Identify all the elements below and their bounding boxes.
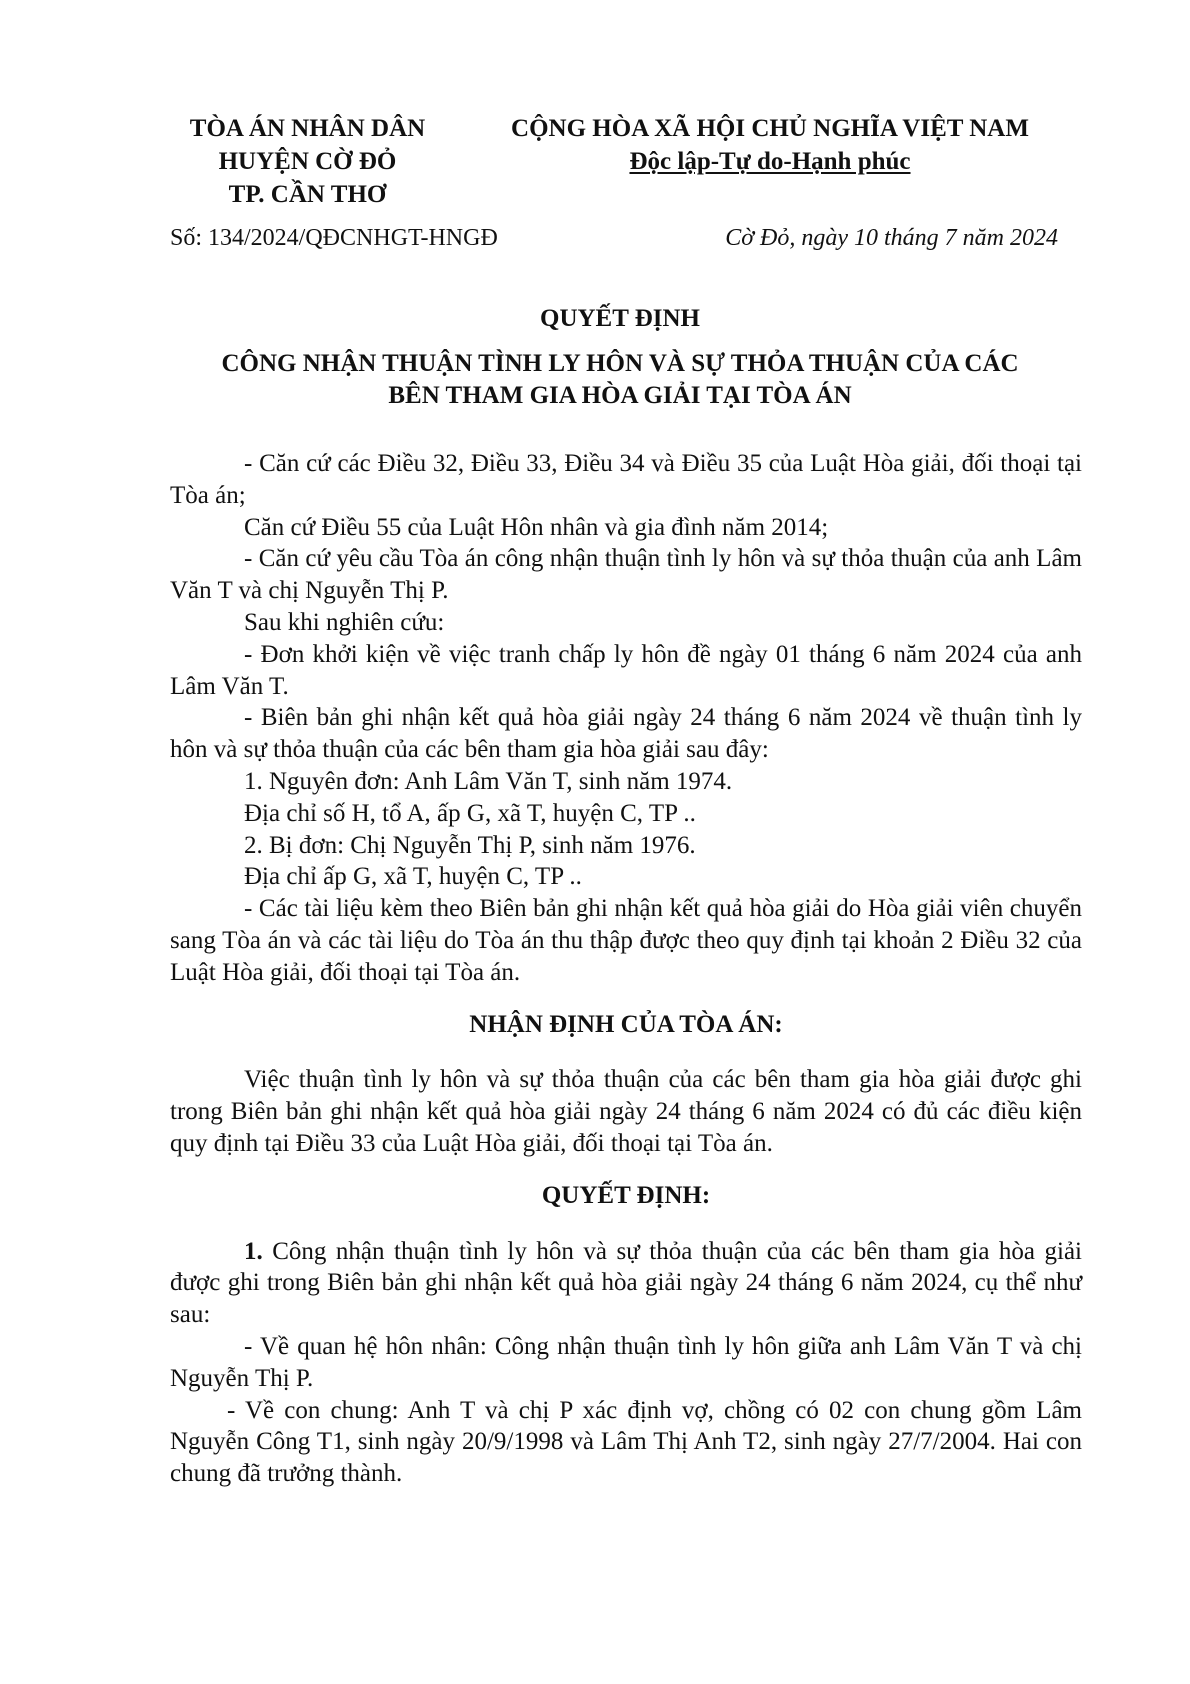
paragraph: Căn cứ Điều 55 của Luật Hôn nhân và gia đình năm 2014; bbox=[244, 513, 829, 541]
document-body bbox=[170, 448, 1082, 1490]
paragraph: 2. Bị đơn: Chị Nguyễn Thị P, sinh năm 1976. bbox=[244, 831, 696, 859]
title-main: QUYẾT ĐỊNH bbox=[540, 305, 700, 332]
paragraph: - Các tài liệu kèm theo Biên bản ghi nhận kết quả hòa giải do Hòa giải viên chuyển sang Tòa án và các tài liệu do Tòa án thu thập được theo quy định tại khoản 2 Điều 32 của Luật Hòa giải, đối thoại tại Tòa án. bbox=[170, 895, 1082, 986]
section-heading-decision: QUYẾT ĐỊNH: bbox=[541, 1181, 711, 1209]
title-sub-line-2: BÊN THAM GIA HÒA GIẢI TẠI TÒA ÁN bbox=[388, 382, 852, 409]
document-header bbox=[0, 112, 1190, 212]
paragraph: - Biên bản ghi nhận kết quả hòa giải ngày 24 tháng 6 năm 2024 về thuận tình ly hôn và sự thỏa thuận của các bên tham gia hòa giải sau đây: bbox=[170, 704, 1082, 764]
title-sub-line-1: CÔNG NHẬN THUẬN TÌNH LY HÔN VÀ SỰ THỎA THUẬN CỦA CÁC bbox=[221, 350, 1019, 377]
court-line-1: TÒA ÁN NHÂN DÂN bbox=[189, 115, 426, 142]
paragraph-text: Công nhận thuận tình ly hôn và sự thỏa thuận của các bên tham gia hòa giải được ghi trong Biên bản ghi nhận kết quả hòa giải ngày 24 tháng 6 năm 2024, cụ thể như sau: bbox=[170, 1237, 1082, 1329]
section-heading-assessment: NHẬN ĐỊNH CỦA TÒA ÁN: bbox=[469, 1010, 783, 1038]
paragraph: 1. Nguyên đơn: Anh Lâm Văn T, sinh năm 1974. bbox=[244, 767, 733, 795]
nation-name: CỘNG HÒA XÃ HỘI CHỦ NGHĨA VIỆT NAM bbox=[511, 115, 1029, 142]
document-number: Số: 134/2024/QĐCNHGT-HNGĐ bbox=[170, 225, 498, 251]
paragraph: Địa chỉ ấp G, xã T, huyện C, TP .. bbox=[244, 863, 582, 891]
paragraph: - Đơn khởi kiện về việc tranh chấp ly hôn đề ngày 01 tháng 6 năm 2024 của anh Lâm Văn T. bbox=[170, 640, 1082, 700]
item-number: 1. bbox=[244, 1237, 263, 1265]
paragraph: - Căn cứ yêu cầu Tòa án công nhận thuận tình ly hôn và sự thỏa thuận của anh Lâm Văn T và chị Nguyễn Thị P. bbox=[170, 545, 1082, 605]
paragraph: Sau khi nghiên cứu: bbox=[244, 608, 445, 636]
court-line-3: TP. CẦN THƠ bbox=[228, 181, 387, 208]
paragraph: - Về quan hệ hôn nhân: Công nhận thuận tình ly hôn giữa anh Lâm Văn T và chị Nguyễn Thị P. bbox=[170, 1332, 1082, 1392]
paragraph: - Về con chung: Anh T và chị P xác định vợ, chồng có 02 con chung gồm Lâm Nguyễn Công T1, sinh ngày 20/9/1998 và Lâm Thị Anh T2, sinh ngày 27/7/2004. Hai con chung đã trưởng thành. bbox=[170, 1396, 1082, 1488]
paragraph: - Căn cứ các Điều 32, Điều 33, Điều 34 và Điều 35 của Luật Hòa giải, đối thoại tại Tòa án; bbox=[170, 450, 1082, 509]
document-title bbox=[150, 302, 1090, 412]
paragraph: Địa chỉ số H, tổ A, ấp G, xã T, huyện C, TP .. bbox=[244, 799, 696, 827]
national-motto: Độc lập-Tự do-Hạnh phúc bbox=[629, 148, 911, 175]
paragraph: Việc thuận tình ly hôn và sự thỏa thuận của các bên tham gia hòa giải được ghi trong Biên bản ghi nhận kết quả hòa giải ngày 24 tháng 6 năm 2024 có đủ các điều kiện quy định tại Điều 33 của Luật Hòa giải, đối thoại tại Tòa án. bbox=[170, 1066, 1082, 1157]
court-name-block bbox=[170, 112, 445, 211]
court-line-2: HUYỆN CỜ ĐỎ bbox=[218, 148, 397, 175]
national-title-block bbox=[470, 112, 1070, 178]
paragraph bbox=[170, 1236, 1082, 1331]
place-date: Cờ Đỏ, ngày 10 tháng 7 năm 2024 bbox=[725, 225, 1058, 251]
